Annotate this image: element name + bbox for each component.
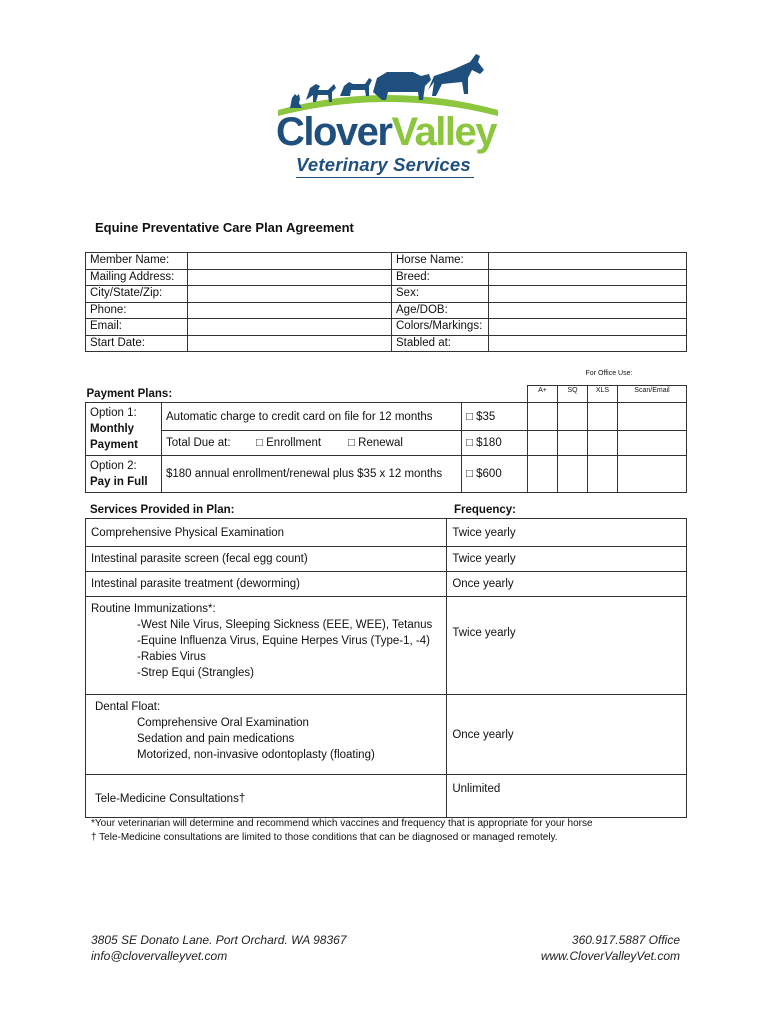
option2-label: Option 2:: [90, 460, 137, 472]
age-dob-field[interactable]: [489, 302, 687, 319]
office-cell[interactable]: [528, 456, 558, 493]
immunizations-frequency-text: Twice yearly: [452, 627, 516, 639]
city-state-zip-label: City/State/Zip:: [86, 286, 188, 303]
table-row: [86, 253, 687, 270]
footnote-telemedicine: † Tele-Medicine consultations are limited to those conditions that can be diagnosed or managed remotely.: [91, 832, 558, 843]
office-col-scan-email: Scan/Email: [618, 386, 687, 403]
table-row: [86, 319, 687, 336]
horse-name-field[interactable]: [489, 253, 687, 270]
dental-item: Sedation and pain medications: [137, 733, 295, 745]
footer-right: [541, 932, 680, 964]
table-row: [86, 269, 687, 286]
dental-frequency: Once yearly: [447, 695, 687, 775]
office-cell[interactable]: [618, 403, 687, 431]
office-cell[interactable]: [588, 456, 618, 493]
table-row: [86, 597, 687, 695]
clover-valley-logo: [268, 50, 508, 182]
sex-label: Sex:: [392, 286, 489, 303]
footer-email[interactable]: info@clovervalleyvet.com: [91, 949, 228, 963]
mailing-address-field[interactable]: [188, 269, 392, 286]
member-name-label: Member Name:: [86, 253, 188, 270]
start-date-label: Start Date:: [86, 335, 188, 352]
colors-markings-label: Colors/Markings:: [392, 319, 489, 336]
service-frequency: Once yearly: [447, 572, 687, 597]
table-row: [86, 775, 687, 818]
service-name: Intestinal parasite screen (fecal egg count): [86, 547, 447, 572]
table-row: [86, 456, 687, 493]
service-name: Comprehensive Physical Examination: [86, 519, 447, 547]
immunization-item: -Rabies Virus: [137, 651, 206, 663]
option1-name-b: Payment: [90, 439, 138, 451]
office-cell[interactable]: [558, 403, 588, 431]
horse-name-label: Horse Name:: [392, 253, 489, 270]
telemedicine-frequency: [447, 775, 687, 818]
phone-label: Phone:: [86, 302, 188, 319]
option1-name-a: Monthly: [90, 423, 135, 435]
immunizations-cell: [86, 597, 447, 695]
frequency-header: Frequency:: [454, 504, 516, 516]
footer-phone: 360.917.5887 Office: [571, 933, 680, 947]
office-col-xls: XLS: [588, 386, 618, 403]
office-cell[interactable]: [528, 431, 558, 456]
office-col-sq: SQ: [558, 386, 588, 403]
service-frequency: Twice yearly: [447, 519, 687, 547]
table-row: [86, 572, 687, 597]
immunization-item: -Equine Influenza Virus, Equine Herpes Virus (Type-1, -4): [137, 635, 430, 647]
breed-label: Breed:: [392, 269, 489, 286]
email-label: Email:: [86, 319, 188, 336]
table-row: [86, 431, 687, 456]
city-state-zip-field[interactable]: [188, 286, 392, 303]
total-due-label: Total Due at:: [166, 437, 231, 450]
footer-left: [91, 932, 347, 964]
colors-markings-field[interactable]: [489, 319, 687, 336]
amount-600-checkbox[interactable]: □ $600: [462, 456, 528, 493]
table-row: [86, 286, 687, 303]
office-cell[interactable]: [558, 456, 588, 493]
office-cell[interactable]: [528, 403, 558, 431]
table-row: [86, 403, 687, 431]
logo-subtitle: Veterinary Services: [296, 154, 471, 175]
option1-description: Automatic charge to credit card on file for 12 months: [162, 403, 462, 431]
services-table: [85, 518, 687, 818]
logo-brand-clover: Clover: [276, 110, 392, 154]
office-use-label: For Office Use:: [585, 370, 633, 377]
renewal-checkbox[interactable]: □ Renewal: [348, 437, 403, 450]
amount-180-checkbox[interactable]: □ $180: [462, 431, 528, 456]
immunization-item: -West Nile Virus, Sleeping Sickness (EEE, WEE), Tetanus: [137, 619, 433, 631]
member-name-field[interactable]: [188, 253, 392, 270]
office-col-aplus: A+: [528, 386, 558, 403]
immunizations-frequency: [447, 597, 687, 695]
logo-brand-valley: Valley: [391, 110, 496, 154]
telemedicine-cell: [86, 775, 447, 818]
office-cell[interactable]: [618, 431, 687, 456]
telemedicine-name: Tele-Medicine Consultations†: [95, 793, 246, 805]
option2-name: Pay in Full: [90, 476, 148, 488]
service-frequency: Twice yearly: [447, 547, 687, 572]
table-row: [86, 547, 687, 572]
logo-underline: [296, 177, 474, 178]
mailing-address-label: Mailing Address:: [86, 269, 188, 286]
age-dob-label: Age/DOB:: [392, 302, 489, 319]
table-row: [86, 335, 687, 352]
dental-title: Dental Float:: [95, 701, 161, 713]
amount-35-checkbox[interactable]: □ $35: [462, 403, 528, 431]
logo-brand-text: [276, 110, 496, 155]
payment-plans-table: [85, 385, 687, 493]
footnotes: [91, 817, 593, 845]
table-row: [86, 386, 687, 403]
start-date-field[interactable]: [188, 335, 392, 352]
office-cell[interactable]: [558, 431, 588, 456]
immunization-item: -Strep Equi (Strangles): [137, 667, 254, 679]
phone-field[interactable]: [188, 302, 392, 319]
stabled-at-field[interactable]: [489, 335, 687, 352]
footer-website[interactable]: www.CloverValleyVet.com: [540, 949, 680, 963]
table-row: [86, 302, 687, 319]
option2-description: $180 annual enrollment/renewal plus $35 x 12 months: [162, 456, 462, 493]
dental-item: Motorized, non-invasive odontoplasty (floating): [137, 749, 375, 761]
footnote-vaccines: *Your veterinarian will determine and recommend which vaccines and frequency that is appropriate for your horse: [91, 818, 593, 829]
dental-item: Comprehensive Oral Examination: [137, 717, 309, 729]
sex-field[interactable]: [489, 286, 687, 303]
option1-label: Option 1:: [90, 407, 137, 419]
member-info-table: [85, 252, 687, 352]
enrollment-checkbox[interactable]: □ Enrollment: [256, 437, 322, 450]
breed-field[interactable]: [489, 269, 687, 286]
payment-plans-title: Payment Plans:: [86, 387, 173, 400]
footer-address: 3805 SE Donato Lane. Port Orchard. WA 98367: [91, 933, 347, 947]
immunizations-title: Routine Immunizations*:: [91, 603, 216, 615]
office-cell[interactable]: [588, 431, 618, 456]
total-due-cell: [162, 431, 462, 456]
option2-cell: [86, 456, 162, 493]
dental-cell: [86, 695, 447, 775]
option1-cell: [86, 403, 162, 456]
document-title: Equine Preventative Care Plan Agreement: [95, 220, 354, 235]
service-name: Intestinal parasite treatment (deworming): [86, 572, 447, 597]
email-field[interactable]: [188, 319, 392, 336]
telemedicine-frequency-text: Unlimited: [452, 783, 501, 795]
services-header: Services Provided in Plan:: [90, 504, 235, 516]
office-cell[interactable]: [618, 456, 687, 493]
stabled-at-label: Stabled at:: [392, 335, 489, 352]
office-cell[interactable]: [588, 403, 618, 431]
table-row: [86, 695, 687, 775]
table-row: [86, 519, 687, 547]
